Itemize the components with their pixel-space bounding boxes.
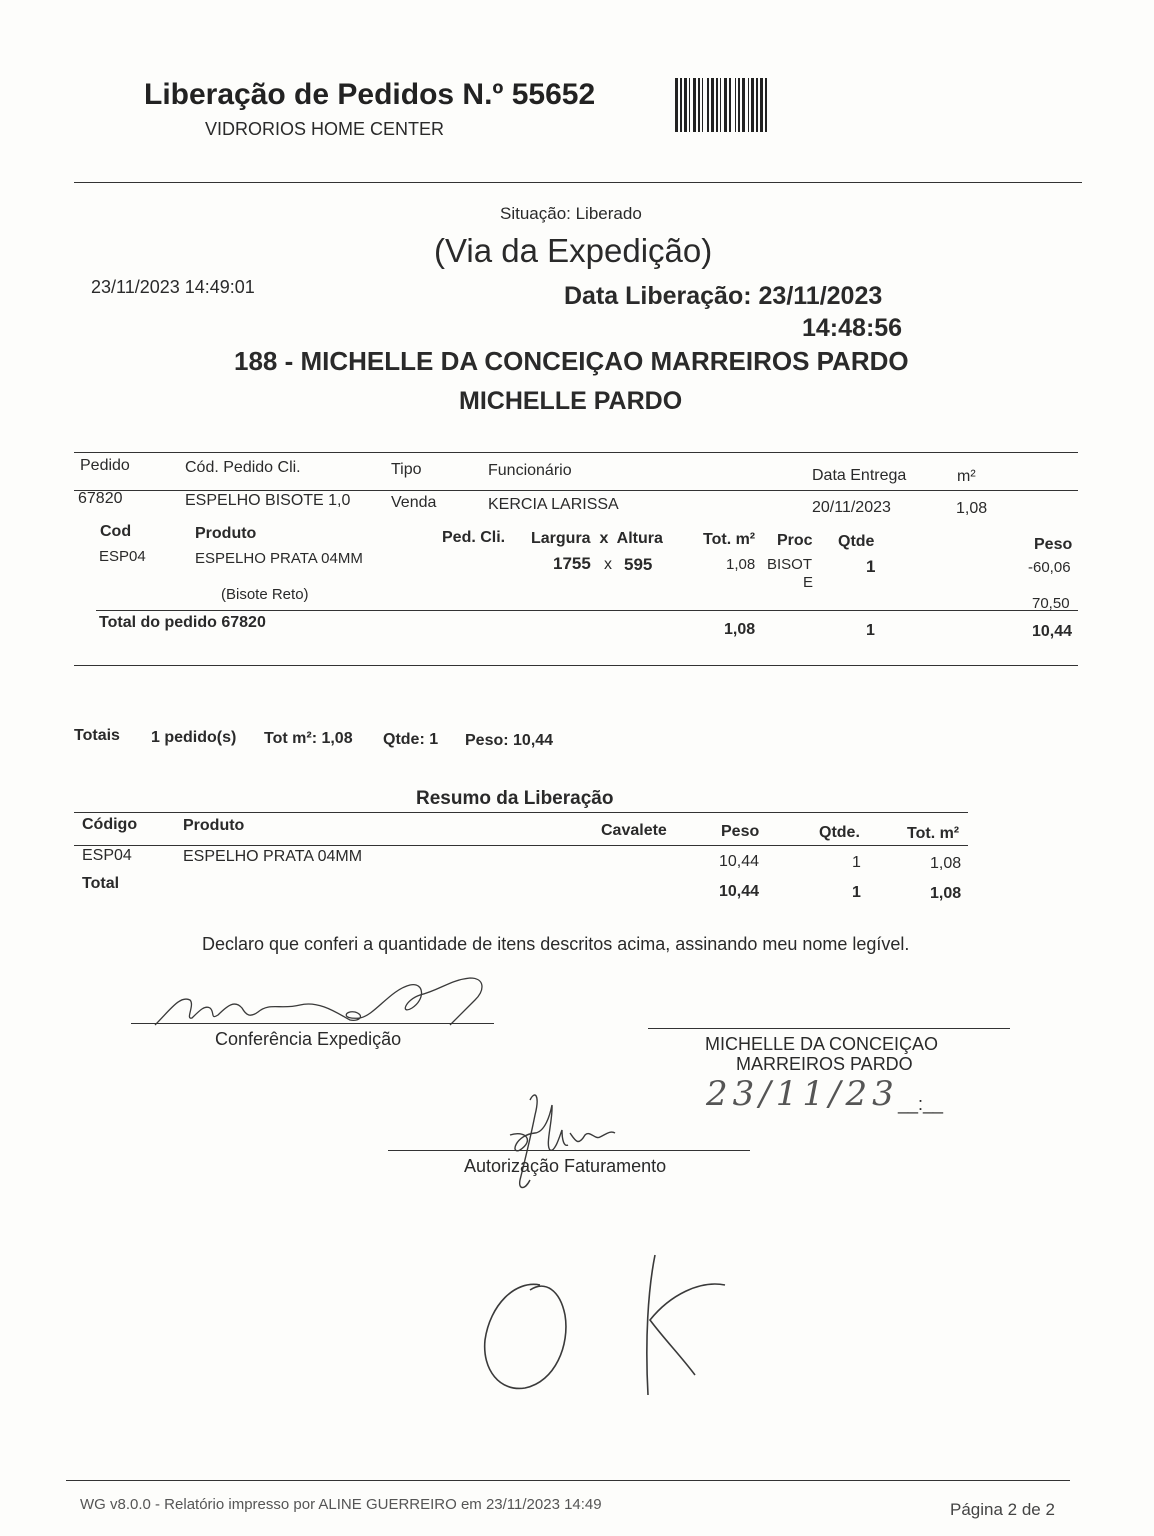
client-line: 188 - MICHELLE DA CONCEIÇAO MARREIROS PARDO: [234, 346, 909, 376]
order-table-bottom-line: [74, 665, 1078, 666]
via-label: (Via da Expedição): [434, 232, 713, 269]
summary-row-tot-m2: 1,08: [930, 855, 962, 872]
col-m2-header: m²: [957, 468, 976, 485]
col-funcionario-header: Funcionário: [488, 462, 572, 479]
order-m2: 1,08: [956, 500, 988, 517]
company-name: VIDRORIOS HOME CENTER: [205, 119, 445, 139]
item-cod-header: Cod: [100, 523, 132, 540]
summary-total-qtde: 1: [852, 884, 861, 901]
item-peso-2: 70,50: [1032, 595, 1070, 612]
item-altura: 595: [624, 555, 653, 574]
order-client-code: ESPELHO BISOTE 1,0: [185, 492, 351, 509]
item-proc-line1: BISOT: [767, 556, 813, 573]
item-qtde-header: Qtde: [838, 533, 875, 550]
item-produto-header: Produto: [195, 525, 257, 542]
col-data-entrega-header: Data Entrega: [812, 467, 907, 484]
client-signature-line: [648, 1028, 1010, 1029]
footer-page-number: Página 2 de 2: [950, 1500, 1055, 1519]
col-pedido-header: Pedido: [80, 457, 130, 474]
summary-row-qtde: 1: [852, 854, 861, 871]
summary-title: Resumo da Liberação: [416, 788, 614, 809]
summary-row-produto: ESPELHO PRATA 04MM: [183, 848, 363, 865]
item-proc-header: Proc: [777, 532, 813, 549]
conferencia-signature-line: [131, 1023, 494, 1024]
summary-total-peso: 10,44: [719, 883, 760, 900]
order-table-top-line: [74, 452, 1078, 453]
item-peso-header: Peso: [1034, 536, 1073, 553]
order-total-qtde: 1: [866, 622, 875, 639]
footer-printed-by: WG v8.0.0 - Relatório impresso por ALINE GUERREIRO em 23/11/2023 14:49: [80, 1496, 602, 1513]
totals-label: Totais: [74, 727, 120, 744]
summary-total-label: Total: [82, 875, 120, 892]
col-tipo-header: Tipo: [391, 461, 422, 478]
summary-row-codigo: ESP04: [82, 847, 132, 864]
client-name-line1: MICHELLE DA CONCEIÇAO: [705, 1034, 939, 1054]
item-tot-m2-header: Tot. m²: [703, 531, 756, 548]
client-short-name: MICHELLE PARDO: [459, 387, 683, 415]
release-date-label: [564, 282, 882, 311]
handwritten-date: 23/11/23: [706, 1074, 899, 1114]
conferencia-label: Conferência Expedição: [215, 1029, 402, 1049]
autorizacao-signature: [490, 1085, 640, 1195]
item-largura: 1755: [553, 554, 591, 573]
declaration-text: Declaro que conferi a quantidade de itens descritos acima, assinando meu nome legível.: [202, 934, 910, 954]
status-text: Situação: Liberado: [500, 204, 642, 223]
order-type: Venda: [391, 494, 437, 511]
order-total-line: [96, 610, 1078, 611]
header-divider: [74, 182, 1082, 183]
autorizacao-label: Autorização Faturamento: [464, 1156, 667, 1176]
totals-pedidos: 1 pedido(s): [151, 729, 237, 746]
order-total-label: Total do pedido 67820: [99, 614, 266, 631]
totals-m2: Tot m²: 1,08: [264, 730, 353, 747]
release-date-label-text: Data Liberação:: [564, 282, 752, 310]
item-produto: ESPELHO PRATA 04MM: [195, 550, 363, 567]
item-tot-m2: 1,08: [726, 556, 756, 573]
summary-codigo-header: Código: [82, 816, 138, 833]
summary-tot-m2-header: Tot. m²: [907, 825, 960, 842]
autorizacao-signature-line: [388, 1150, 750, 1151]
summary-row-peso: 10,44: [719, 853, 760, 870]
item-peso: -60,06: [1028, 559, 1071, 576]
totals-qtde: Qtde: 1: [383, 731, 439, 748]
order-number: 67820: [78, 490, 123, 507]
order-total-m2: 1,08: [724, 621, 756, 638]
document-title: Liberação de Pedidos N.º 55652: [144, 78, 596, 111]
order-employee: KERCIA LARISSA: [488, 496, 619, 513]
item-cod: ESP04: [99, 548, 146, 565]
item-proc-line2: E: [803, 574, 814, 591]
item-ped-cli-header: Ped. Cli.: [442, 529, 506, 546]
col-cod-pedido-cli-header: Cód. Pedido Cli.: [185, 459, 301, 476]
item-qtde: 1: [866, 557, 876, 576]
order-total-peso: 10,44: [1032, 623, 1073, 640]
footer-line: [66, 1480, 1070, 1481]
conferencia-signature: [150, 970, 500, 1030]
barcode: [675, 78, 853, 132]
summary-total-tot-m2: 1,08: [930, 885, 962, 902]
client-name-line2: MARREIROS PARDO: [736, 1054, 913, 1074]
totals-peso: Peso: 10,44: [465, 732, 554, 749]
summary-header-line: [74, 845, 968, 846]
summary-qtde-header: Qtde.: [819, 824, 860, 841]
summary-cavalete-header: Cavalete: [601, 822, 667, 839]
summary-top-line: [74, 812, 968, 813]
order-header-line: [74, 490, 1078, 491]
item-x: x: [604, 556, 612, 573]
release-time: 14:48:56: [802, 314, 903, 342]
order-delivery-date: 20/11/2023: [812, 499, 891, 516]
summary-peso-header: Peso: [721, 823, 760, 840]
summary-produto-header: Produto: [183, 817, 245, 834]
release-date: 23/11/2023: [758, 282, 883, 310]
time-blank: __:__: [898, 1094, 944, 1114]
printed-datetime: 23/11/2023 14:49:01: [91, 277, 255, 297]
handwritten-ok: [470, 1250, 740, 1400]
item-largura-altura-header: Largura x Altura: [531, 530, 663, 547]
item-obs: (Bisote Reto): [221, 586, 309, 603]
